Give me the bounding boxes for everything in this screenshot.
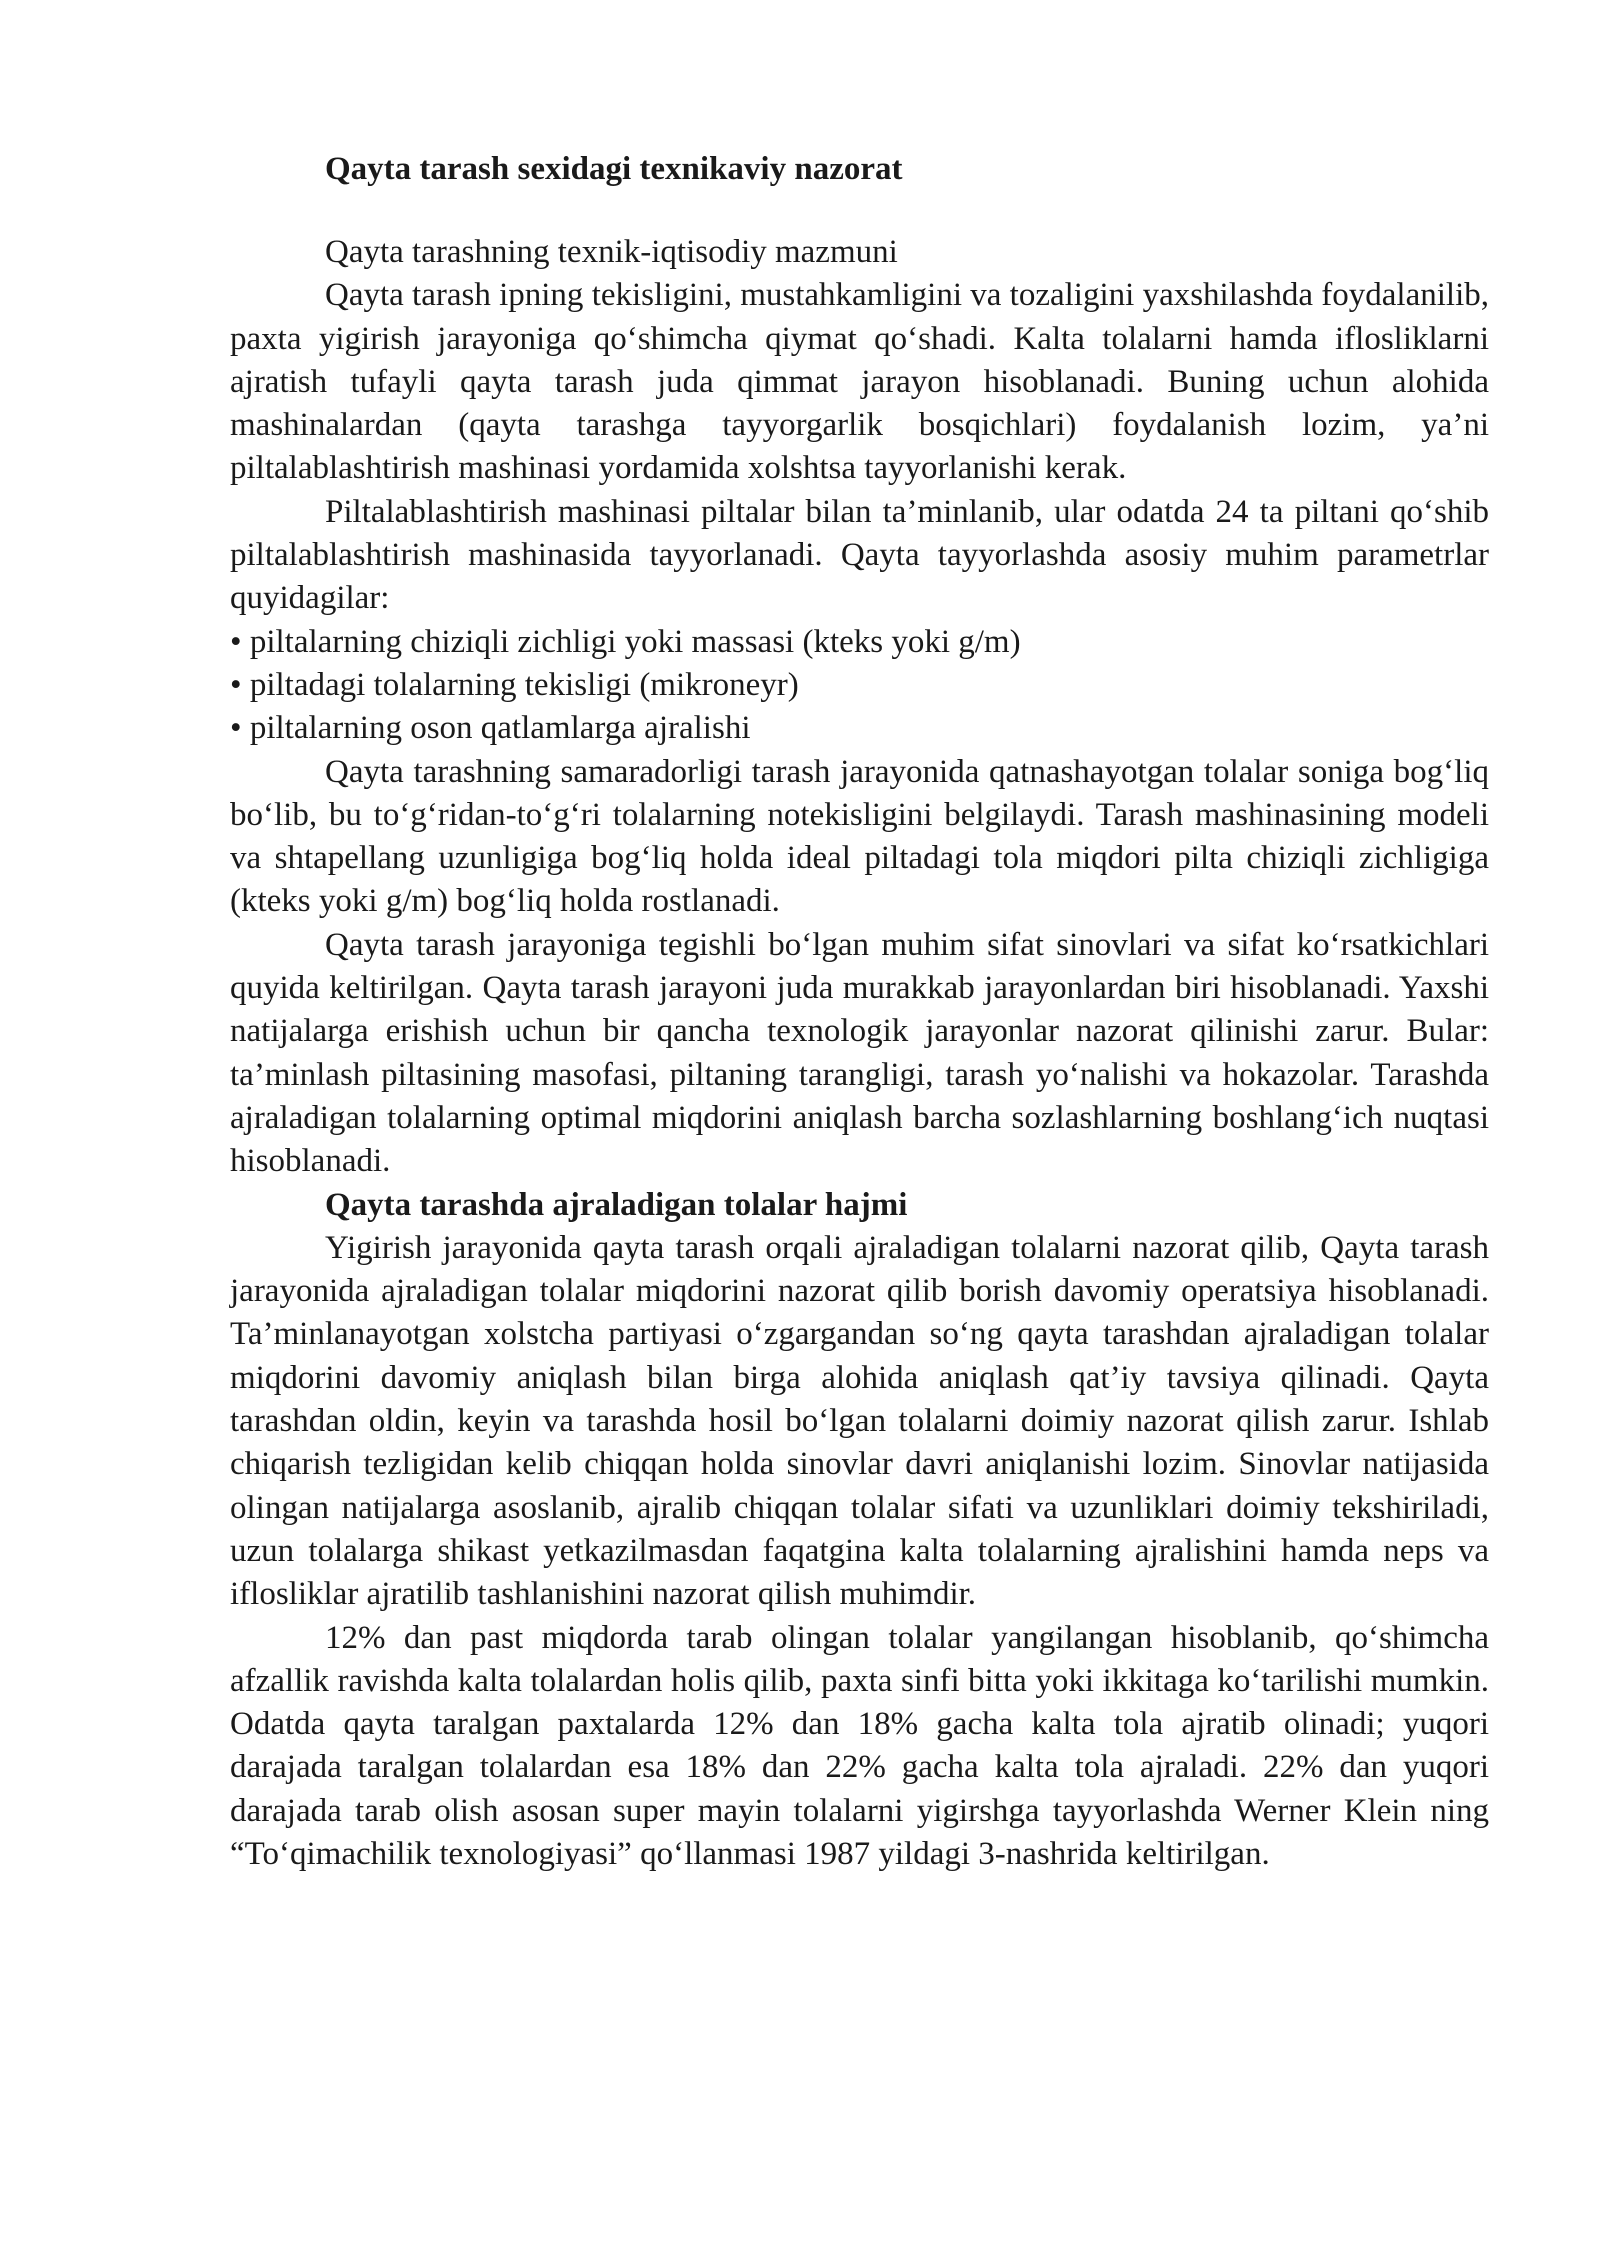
parameter-list [230,621,1489,751]
paragraph: 12% dan past miqdorda tarab olingan tolalar yangilangan hisoblanib, qo‘shimcha afzallik ravishda kalta tolalardan holis qilib, paxta sinfi bitta yoki ikkitaga ko‘tarilishi mumkin. Odatda qayta taralgan paxtalarda 12% dan 18% gacha kalta tola ajratib olinadi; yuqori darajada taralgan tolalardan esa 18% dan 22% gacha kalta tola ajraladi. 22% dan yuqori darajada tarab olish asosan super mayin tolalarni yigirshga tayyorlashda Werner Klein ning “To‘qimachilik texnologiyasi” qo‘llanmasi 1987 yildagi 3-nashrida keltirilgan. [230,1619,1489,1872]
list-item: • piltalarning chiziqli zichligi yoki massasi (kteks yoki g/m) [230,621,1489,664]
title-spacer [230,191,1489,231]
paragraph: Piltalablashtirish mashinasi piltalar bilan ta’minlanib, ular odatda 24 ta piltani qo‘shib piltalablashtirish mashinasida tayyorlanadi. Qayta tayyorlashda asosiy muhim parametrlar quyidagilar: [230,493,1489,617]
document-page [230,148,1489,1876]
list-item: • piltadagi tolalarning tekisligi (mikroneyr) [230,664,1489,707]
section-subtitle: Qayta tarashning texnik-iqtisodiy mazmuni [325,234,898,270]
paragraph: Yigirish jarayonida qayta tarash orqali ajraladigan tolalarni nazorat qilib, Qayta tarash jarayonida ajraladigan tolalar miqdorini nazorat qilib borish davomiy operatsiya hisoblanadi. Ta’minlanayotgan xolstcha partiyasi o‘zgargandan so‘ng qayta tarashdan ajraladigan tolalar miqdorini davomiy aniqlash bilan birga alohida aniqlash qat’iy tavsiya qilinadi. Qayta tarashdan oldin, keyin va tarashda hosil bo‘lgan tolalarni doimiy nazorat qilish zarur. Ishlab chiqarish tezligidan kelib chiqqan holda sinovlar davri aniqlanishi lozim. Sinovlar natijasida olingan natijalarga asoslanib, ajralib chiqqan tolalar sifati va uzunliklari doimiy tekshiriladi, uzun tolalarga shikast yetkazilmasdan faqatgina kalta tolalarning ajralishini hamda neps va iflosliklar ajratilib tashlanishini nazorat qilish muhimdir. [230,1229,1489,1613]
paragraph: Qayta tarashning samaradorligi tarash jarayonida qatnashayotgan tolalar soniga bog‘liq bo‘lib, bu to‘g‘ridan-to‘g‘ri tolalarning notekisligini belgilaydi. Tarash mashinasining modeli va shtapellang uzunligiga bog‘liq holda ideal piltadagi tola miqdori pilta chiziqli zichligiga (kteks yoki g/m) bog‘liq holda rostlanadi. [230,753,1489,920]
section-heading: Qayta tarashda ajraladigan tolalar hajmi [325,1186,908,1223]
paragraph: Qayta tarash ipning tekisligini, mustahkamligini va tozaligini yaxshilashda foydalanilib, paxta yigirish jarayoniga qo‘shimcha qiymat qo‘shadi. Kalta tolalarni hamda iflosliklarni ajratish tufayli qayta tarash juda qimmat jarayon hisoblanadi. Buning uchun alohida mashinalardan (qayta tarashga tayyorgarlik bosqichlari) foydalanish lozim, ya’ni piltalablashtirish mashinasi yordamida xolshtsa tayyorlanishi kerak. [230,277,1489,487]
paragraph: Qayta tarash jarayoniga tegishli bo‘lgan muhim sifat sinovlari va sifat ko‘rsatkichlari quyida keltirilgan. Qayta tarash jarayoni juda murakkab jarayonlardan biri hisoblanadi. Yaxshi natijalarga erishish uchun bir qancha texnologik jarayonlar nazorat qilinishi zarur. Bular: ta’minlash piltasining masofasi, piltaning tarangligi, tarash yo‘nalishi va hokazolar. Tarashda ajraladigan tolalarning optimal miqdorini aniqlash barcha sozlashlarning boshlang‘ich nuqtasi hisoblanadi. [230,926,1489,1180]
list-item: • piltalarning oson qatlamlarga ajralishi [230,707,1489,750]
document-title: Qayta tarash sexidagi texnikaviy nazorat [325,151,903,187]
